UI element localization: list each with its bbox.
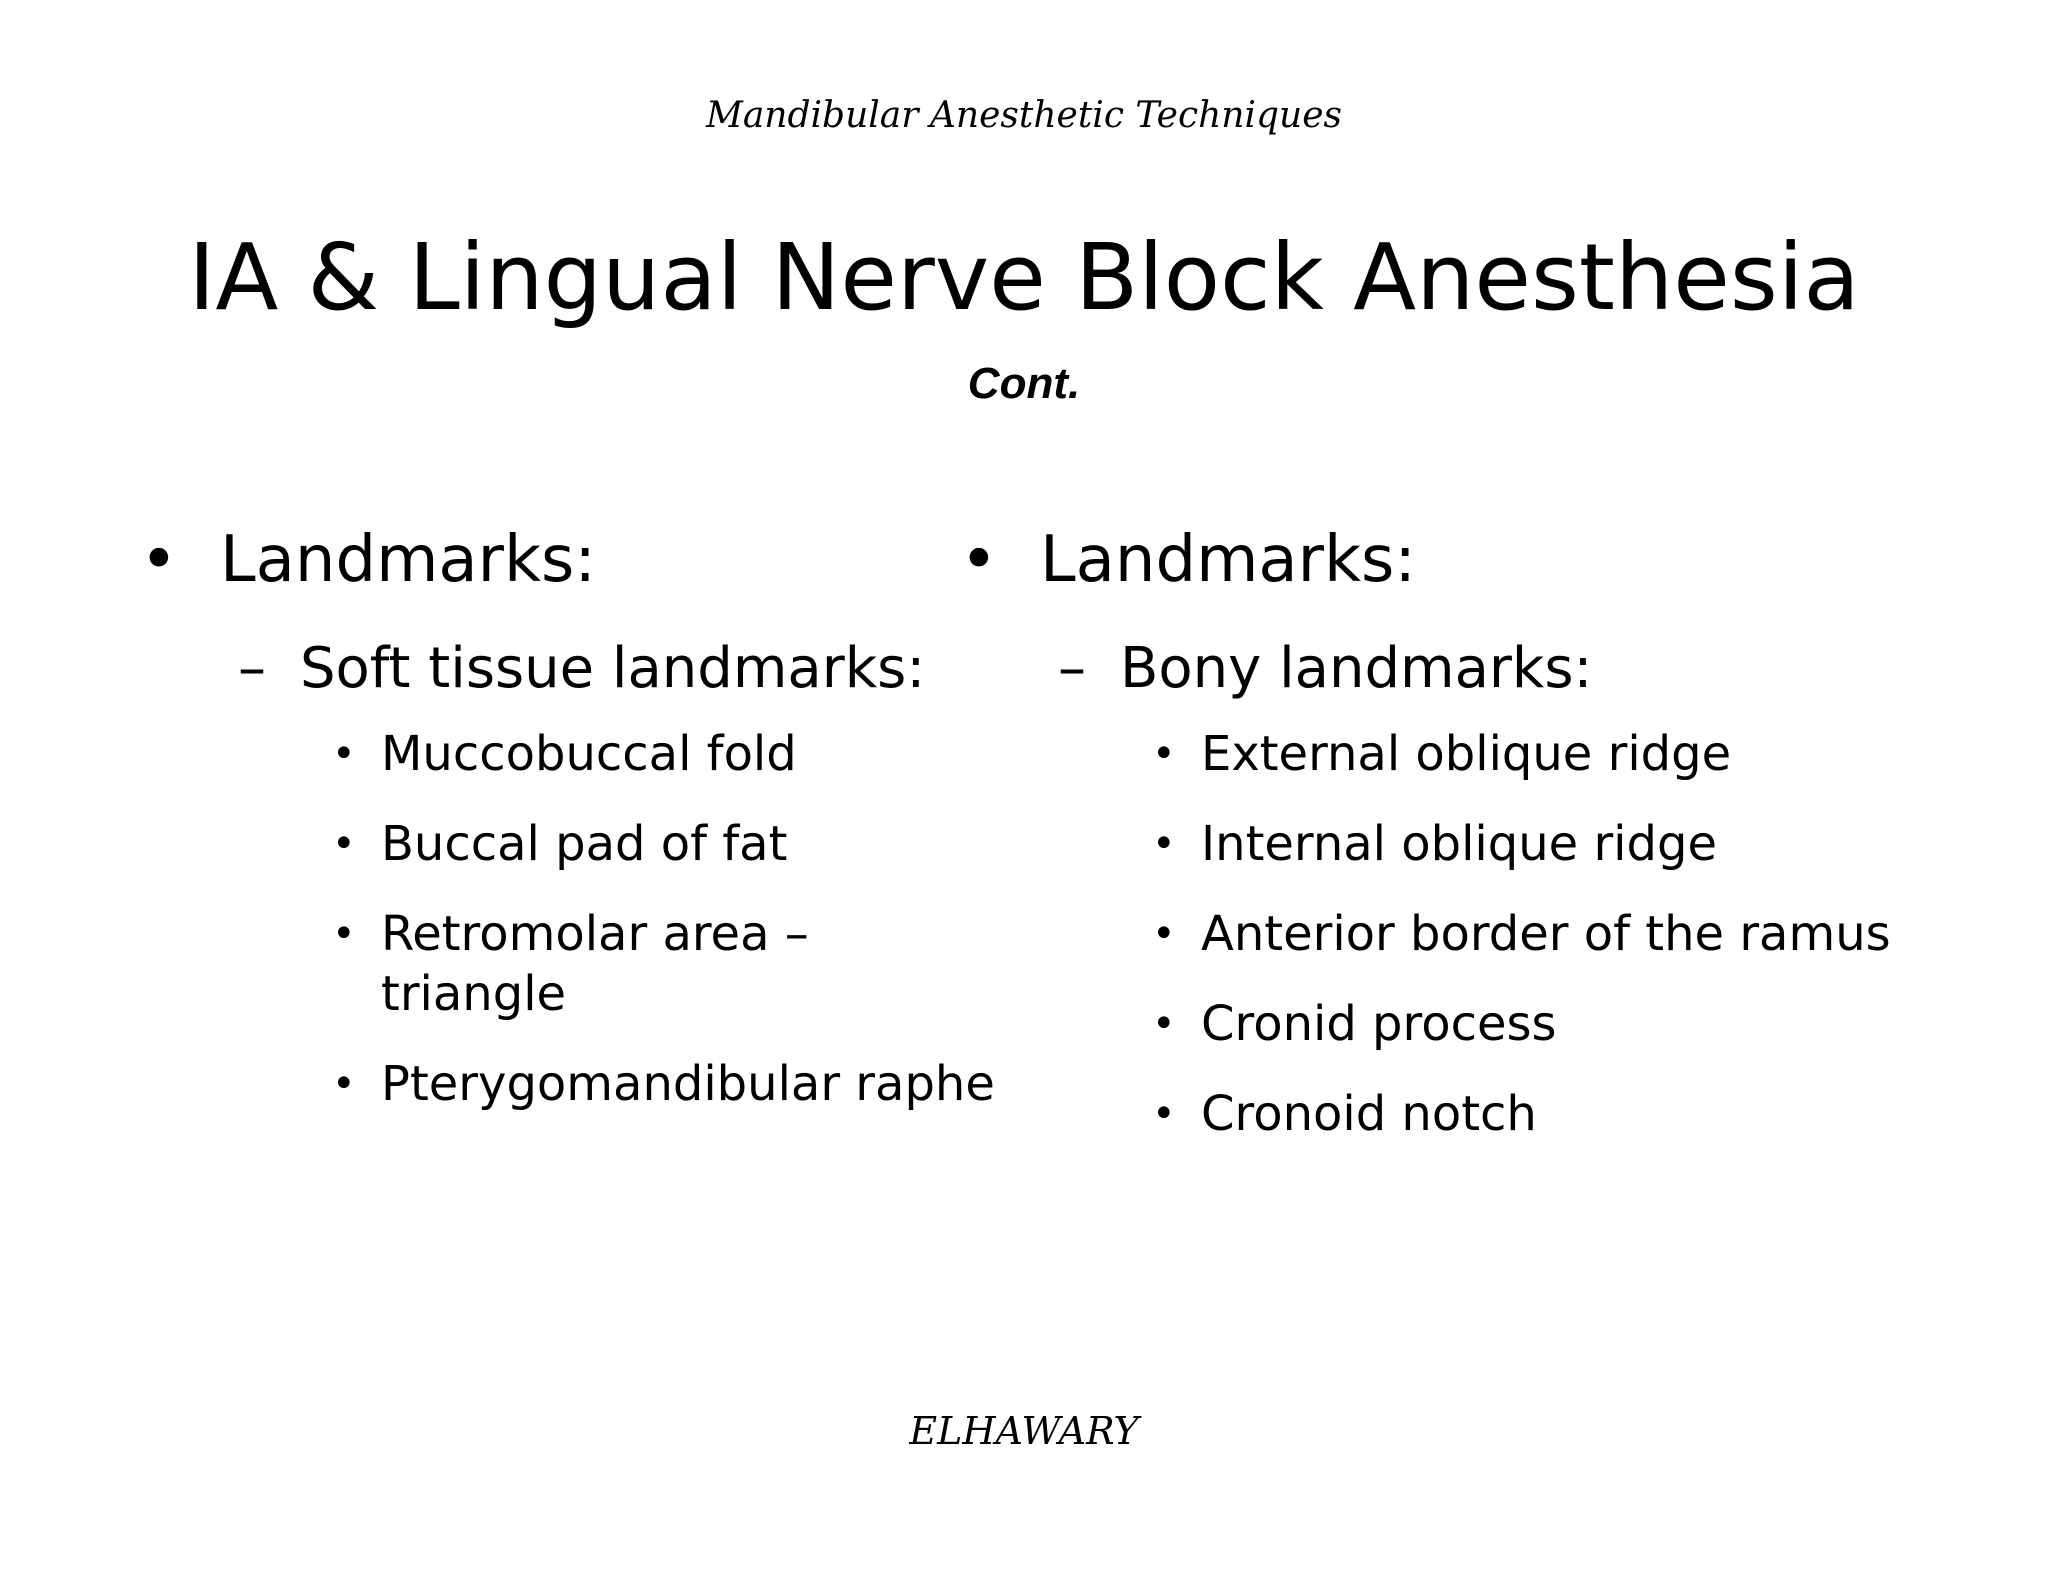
left-heading: Landmarks: [220, 523, 596, 597]
list-item-text: Buccal pad of fat [381, 816, 788, 872]
list-item-text: Anterior border of the ramus [1201, 906, 1891, 962]
bullet-icon: • [1152, 911, 1176, 957]
list-item [960, 724, 1920, 784]
list-item-text: Cronid process [1201, 996, 1557, 1052]
dash-icon: – [238, 636, 266, 701]
bullet-icon: • [1152, 731, 1176, 777]
right-landmark-list [960, 724, 1920, 1144]
list-item [960, 904, 1920, 964]
right-column [960, 520, 1920, 1174]
list-item-text: External oblique ridge [1201, 726, 1732, 782]
dash-icon: – [1058, 636, 1086, 701]
bullet-icon: • [332, 821, 356, 867]
right-subheading: Bony landmarks: [1120, 636, 1593, 701]
bullet-icon: • [140, 523, 178, 597]
list-item [140, 1054, 1000, 1114]
slide-header: Mandibular Anesthetic Techniques [705, 95, 1342, 136]
list-item [960, 1084, 1920, 1144]
list-item [140, 904, 1000, 1024]
list-item-text: Pterygomandibular raphe [381, 1056, 995, 1112]
bullet-icon: • [960, 523, 998, 597]
list-item-text: Internal oblique ridge [1201, 816, 1717, 872]
slide-title: IA & Lingual Nerve Block Anesthesia [188, 224, 1860, 331]
left-heading-item [140, 520, 1000, 600]
list-item-text: Cronoid notch [1201, 1086, 1537, 1142]
bullet-icon: • [1152, 1001, 1176, 1047]
list-item [140, 814, 1000, 874]
list-item [960, 994, 1920, 1054]
right-heading: Landmarks: [1040, 523, 1416, 597]
bullet-icon: • [332, 731, 356, 777]
slide-footer: ELHAWARY [909, 1409, 1139, 1453]
left-subheading: Soft tissue landmarks: [300, 636, 926, 701]
left-column [140, 520, 1000, 1144]
right-heading-item [960, 520, 1920, 600]
left-landmark-list [140, 724, 1000, 1114]
list-item [960, 814, 1920, 874]
slide-subtitle: Cont. [967, 359, 1081, 408]
bullet-icon: • [332, 911, 356, 957]
list-item [140, 724, 1000, 784]
bullet-icon: • [1152, 1091, 1176, 1137]
left-subheading-item [140, 634, 1000, 704]
list-item-text: Muccobuccal fold [381, 726, 797, 782]
right-subheading-item [960, 634, 1920, 704]
list-item-text: Retromolar area – triangle [381, 906, 809, 1022]
bullet-icon: • [1152, 821, 1176, 867]
bullet-icon: • [332, 1061, 356, 1107]
